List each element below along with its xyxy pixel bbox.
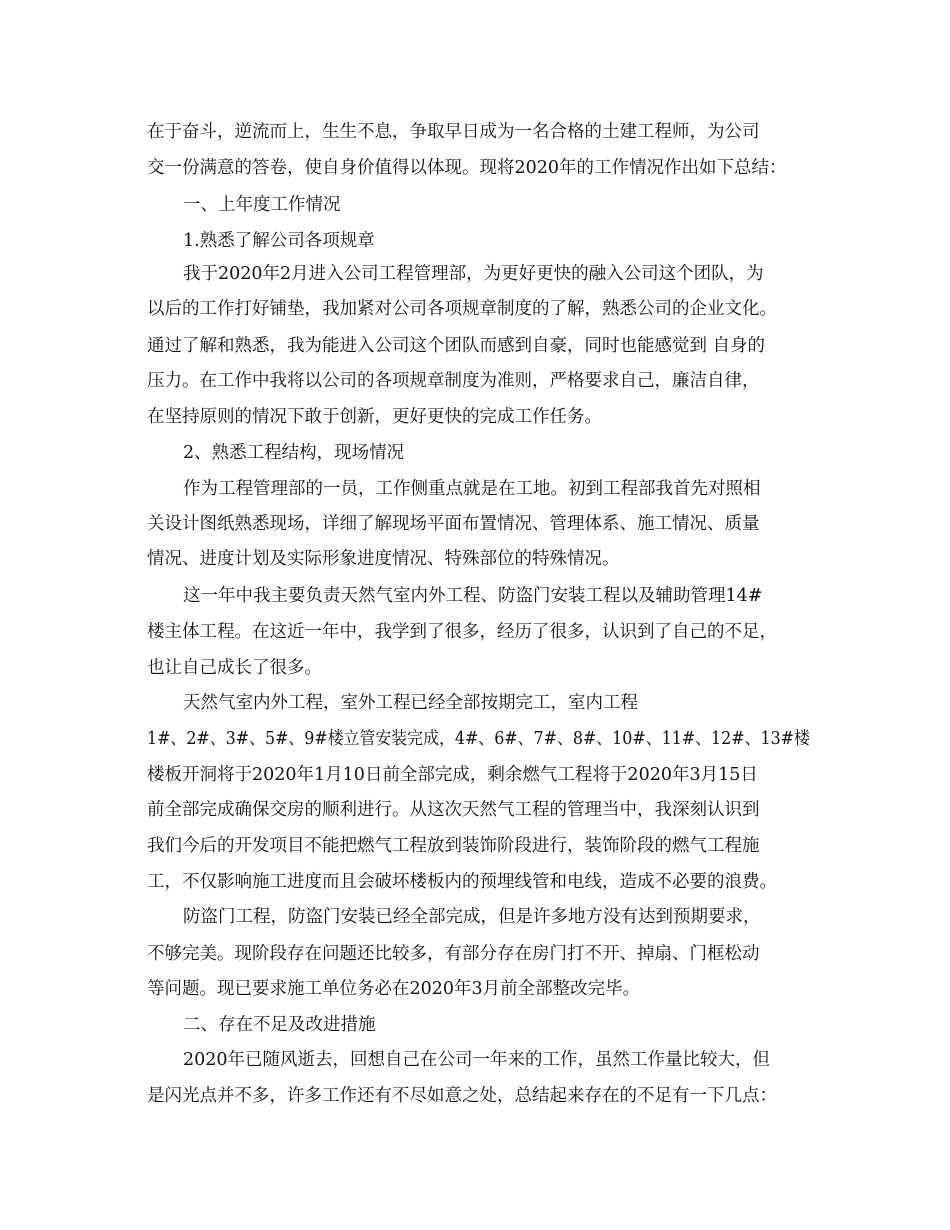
paragraph-line: 前全部完成确保交房的顺利进行。从这次天然气工程的管理当中，我深刻认识到	[147, 800, 760, 820]
paragraph-line: 压力。在工作中我将以公司的各项规章制度为准则，严格要求自己，廉洁自律，	[147, 371, 760, 391]
paragraph-line: 楼板开洞将于2020年1月10日前全部完成，剩余燃气工程将于2020年3月15日	[147, 765, 758, 785]
paragraph-line: 我于2020年2月进入公司工程管理部，为更好更快的融入公司这个团队，为	[183, 264, 764, 284]
subsection-heading: 2、熟悉工程结构，现场情况	[183, 443, 405, 463]
paragraph-line: 关设计图纸熟悉现场，详细了解现场平面布置情况、管理体系、施工情况、质量	[147, 514, 760, 534]
paragraph-line: 在坚持原则的情况下敢于创新，更好更快的完成工作任务。	[147, 407, 602, 427]
paragraph-line: 防盗门工程，防盗门安装已经全部完成，但是许多地方没有达到预期要求，	[183, 907, 761, 927]
paragraph-line: 交一份满意的答卷，使自身价值得以体现。现将2020年的工作情况作出如下总结：	[147, 158, 787, 178]
paragraph-line: 通过了解和熟悉，我为能进入公司这个团队而感到自豪，同时也能感觉到 自身的	[147, 336, 766, 356]
paragraph-line: 2020年已随风逝去，回想自己在公司一年来的工作，虽然工作量比较大，但	[183, 1050, 771, 1070]
paragraph-line: 是闪光点并不多，许多工作还有不尽如意之处，总结起来存在的不足有一下几点：	[147, 1086, 777, 1106]
paragraph-line: 1#、2#、3#、5#、9#楼立管安装完成，4#、6#、7#、8#、10#、11#、12#、13#楼	[147, 729, 810, 749]
paragraph-line: 工，不仅影响施工进度而且会破坏楼板内的预埋线管和电线，造成不必要的浪费。	[147, 872, 777, 892]
paragraph-line: 楼主体工程。在这近一年中，我学到了很多，经历了很多，认识到了自己的不足，	[147, 622, 777, 642]
paragraph-line: 天然气室内外工程，室外工程已经全部按期完工，室内工程	[183, 693, 638, 713]
subsection-heading: 1.熟悉了解公司各项规章	[183, 231, 375, 251]
section-heading: 一、上年度工作情况	[183, 195, 341, 215]
paragraph-line: 在于奋斗，逆流而上，生生不息，争取早日成为一名合格的土建工程师，为公司	[147, 122, 760, 142]
paragraph-line: 以后的工作打好铺垫，我加紧对公司各项规章制度的了解，熟悉公司的企业文化。	[147, 299, 777, 319]
paragraph-line: 不够完美。现阶段存在问题还比较多，有部分存在房门打不开、掉扇、门框松动	[147, 944, 760, 964]
paragraph-line: 情况、进度计划及实际形象进度情况、特殊部位的特殊情况。	[147, 549, 620, 569]
paragraph-line: 也让自己成长了很多。	[147, 658, 322, 678]
section-heading: 二、存在不足及改进措施	[183, 1015, 376, 1035]
paragraph-line: 这一年中我主要负责天然气室内外工程、防盗门安装工程以及辅助管理14#	[183, 586, 763, 606]
paragraph-line: 作为工程管理部的一员，工作侧重点就是在工地。初到工程部我首先对照相	[183, 479, 761, 499]
paragraph-line: 我们今后的开发项目不能把燃气工程放到装饰阶段进行，装饰阶段的燃气工程施	[147, 836, 760, 856]
paragraph-line: 等问题。现已要求施工单位务必在2020年3月前全部整改完毕。	[147, 979, 641, 999]
